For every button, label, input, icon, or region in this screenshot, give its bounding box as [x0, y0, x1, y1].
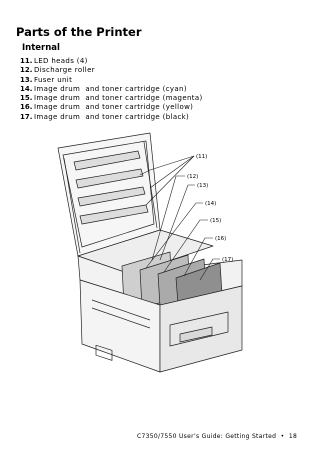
part-number: 12.	[20, 66, 33, 75]
part-number: 15.	[20, 94, 33, 103]
page-footer: C7350/7550 User’s Guide: Getting Started • 18	[137, 433, 298, 440]
part-description: LED heads (4)	[34, 57, 88, 65]
callout-label-11: (11)	[196, 154, 208, 160]
callout-label-12: (12)	[187, 174, 199, 180]
part-number: 16.	[20, 103, 33, 112]
callout-label-14: (14)	[205, 201, 217, 207]
part-number: 17.	[20, 112, 33, 121]
part-number: 11.	[20, 57, 33, 65]
section-subtitle: Internal	[22, 43, 60, 53]
part-number: 13.	[20, 75, 33, 84]
callout-label-13: (13)	[197, 183, 209, 189]
callout-label-17: (17)	[222, 257, 234, 263]
part-description: Image drum and toner cartridge (magenta)	[34, 94, 203, 103]
part-description: Fuser unit	[34, 75, 73, 84]
part-description: Image drum and toner cartridge (cyan)	[34, 84, 187, 93]
part-number: 14.	[20, 84, 33, 93]
callout-label-16: (16)	[215, 236, 227, 242]
part-description: Image drum and toner cartridge (black)	[34, 112, 190, 121]
callout-label-15: (15)	[210, 218, 222, 224]
part-description: Image drum and toner cartridge (yellow)	[34, 103, 194, 112]
page-title: Parts of the Printer	[16, 25, 142, 39]
part-description: Discharge roller	[34, 66, 95, 75]
